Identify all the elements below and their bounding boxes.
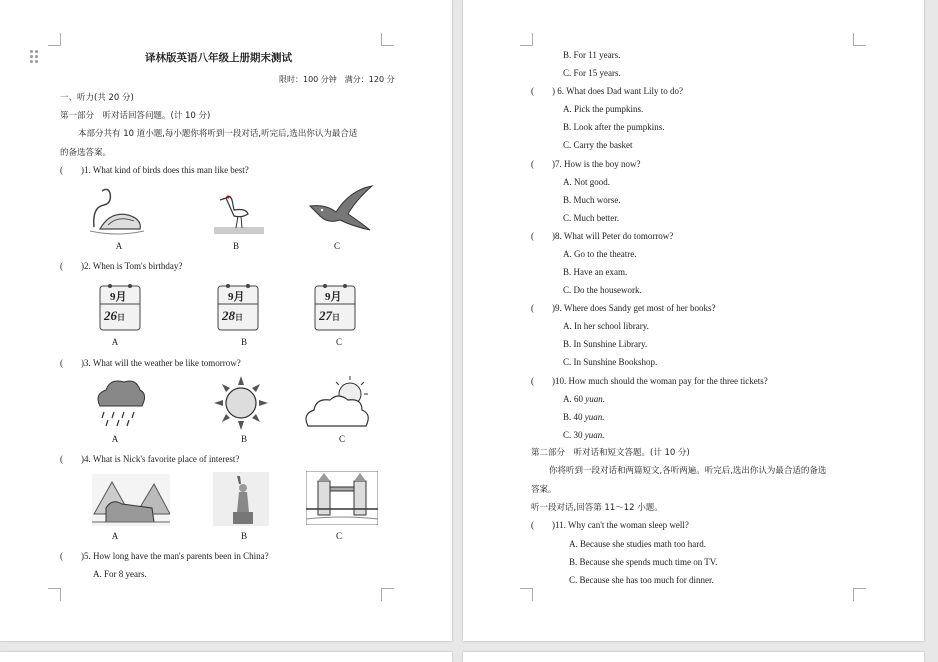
calendar-day: 26日: [104, 308, 125, 323]
calendar-day: 27日: [319, 308, 340, 323]
instructions: 本部分共有 10 道小题,每小题你将听到一段对话,听完后,选出你认为最合适: [78, 129, 358, 139]
option-label: C: [333, 241, 340, 251]
option-text: C. In Sunshine Bookshop.: [563, 357, 658, 367]
calendar-icon: 9月 27日: [313, 282, 357, 332]
option-label: B: [232, 241, 239, 251]
question-8: ( )8. What will Peter do tomorrow?: [531, 231, 674, 241]
question-9: ( )9. Where does Sandy get most of her books?: [531, 303, 716, 313]
part-heading: 第二部分 听对话和短文答题。(计 10 分): [531, 448, 690, 458]
crane-icon: [212, 186, 266, 236]
question-1: ( )1. What kind of birds does this man like best?: [60, 165, 249, 175]
document-page-right: [463, 0, 924, 641]
question-11: ( )11. Why can't the woman sleep well?: [531, 520, 689, 530]
question-7: ( )7. How is the boy now?: [531, 159, 641, 169]
option-text: C. Because she has too much for dinner.: [569, 575, 714, 585]
instructions-cont: 答案。: [531, 485, 557, 495]
instructions-cont: 的备选答案。: [60, 148, 112, 158]
crop-mark: [520, 33, 533, 46]
drag-handle-icon[interactable]: [30, 50, 39, 63]
crop-mark: [48, 33, 61, 46]
question-2: ( )2. When is Tom's birthday?: [60, 261, 183, 271]
rain-cloud-icon: [92, 376, 148, 428]
crop-mark: [853, 588, 866, 601]
option-label: C: [335, 337, 342, 347]
crop-mark: [381, 33, 394, 46]
option-text: B. Have an exam.: [563, 267, 628, 277]
instructions: 你将听到一段对话和两篇短文,各听两遍。听完后,选出你认为最合适的备选: [549, 466, 827, 476]
next-page-right: [463, 652, 924, 662]
part-heading: 第一部分 听对话回答问题。(计 10 分): [60, 111, 211, 121]
section-heading: 一、听力(共 20 分): [60, 93, 134, 103]
option-label: B: [240, 434, 247, 444]
page-title: 译林版英语八年级上册期末测试: [145, 52, 292, 64]
option-text: C. Much better.: [563, 213, 619, 223]
swan-icon: [88, 185, 146, 235]
option-text: A. Because she studies math too hard.: [569, 539, 706, 549]
option-text: C. 30 yuan.: [563, 430, 605, 440]
next-page-left: [0, 652, 452, 662]
sun-icon: [212, 374, 270, 432]
swallow-icon: [306, 184, 374, 236]
option-label: A: [111, 531, 119, 541]
calendar-icon: 9月 28日: [216, 282, 260, 332]
option-text: B. Much worse.: [563, 195, 621, 205]
question-10: ( )10. How much should the woman pay for the three tickets?: [531, 376, 768, 386]
crop-mark: [853, 33, 866, 46]
option-label: A: [111, 337, 119, 347]
option-label: C: [335, 531, 342, 541]
calendar-icon: 9月 26日: [98, 282, 142, 332]
exam-meta: 限时：100 分钟 满分：120 分: [279, 75, 395, 84]
option-text: B. Look after the pumpkins.: [563, 122, 665, 132]
option-label: B: [240, 337, 247, 347]
question-4: ( )4. What is Nick's favorite place of interest?: [60, 454, 240, 464]
sub-instruction: 听一段对话,回答第 11～12 小题。: [531, 503, 663, 513]
option-text: A. Go to the theatre.: [563, 249, 637, 259]
option-text: C. Do the housework.: [563, 285, 642, 295]
question-3: ( )3. What will the weather be like tomorrow?: [60, 358, 241, 368]
option-label: C: [338, 434, 345, 444]
option-label: A: [115, 241, 123, 251]
option-text: A. In her school library.: [563, 321, 649, 331]
tower-bridge-icon: [306, 471, 378, 525]
option-text: B. In Sunshine Library.: [563, 339, 648, 349]
option-text: A. Not good.: [563, 177, 610, 187]
option-label: A: [111, 434, 119, 444]
option-text: B. 40 yuan.: [563, 412, 605, 422]
option-text: C. Carry the basket: [563, 140, 633, 150]
statue-of-liberty-icon: [213, 472, 269, 526]
option-text: C. For 15 years.: [563, 68, 621, 78]
question-5: ( )5. How long have the man's parents been in China?: [60, 551, 269, 561]
option-text: B. Because she spends much time on TV.: [569, 557, 718, 567]
question-6: ( ) 6. What does Dad want Lily to do?: [531, 86, 684, 96]
partly-cloudy-icon: [304, 374, 376, 430]
crop-mark: [48, 588, 61, 601]
calendar-day: 28日: [222, 308, 243, 323]
sphinx-pyramids-icon: [92, 474, 170, 526]
crop-mark: [520, 588, 533, 601]
document-page-left: [0, 0, 452, 641]
option-text: A. Pick the pumpkins.: [563, 104, 644, 114]
option-text: B. For 11 years.: [563, 50, 621, 60]
option-text: A. 60 yuan.: [563, 394, 605, 404]
option-text: A. For 8 years.: [93, 569, 147, 579]
option-label: B: [240, 531, 247, 541]
crop-mark: [381, 588, 394, 601]
